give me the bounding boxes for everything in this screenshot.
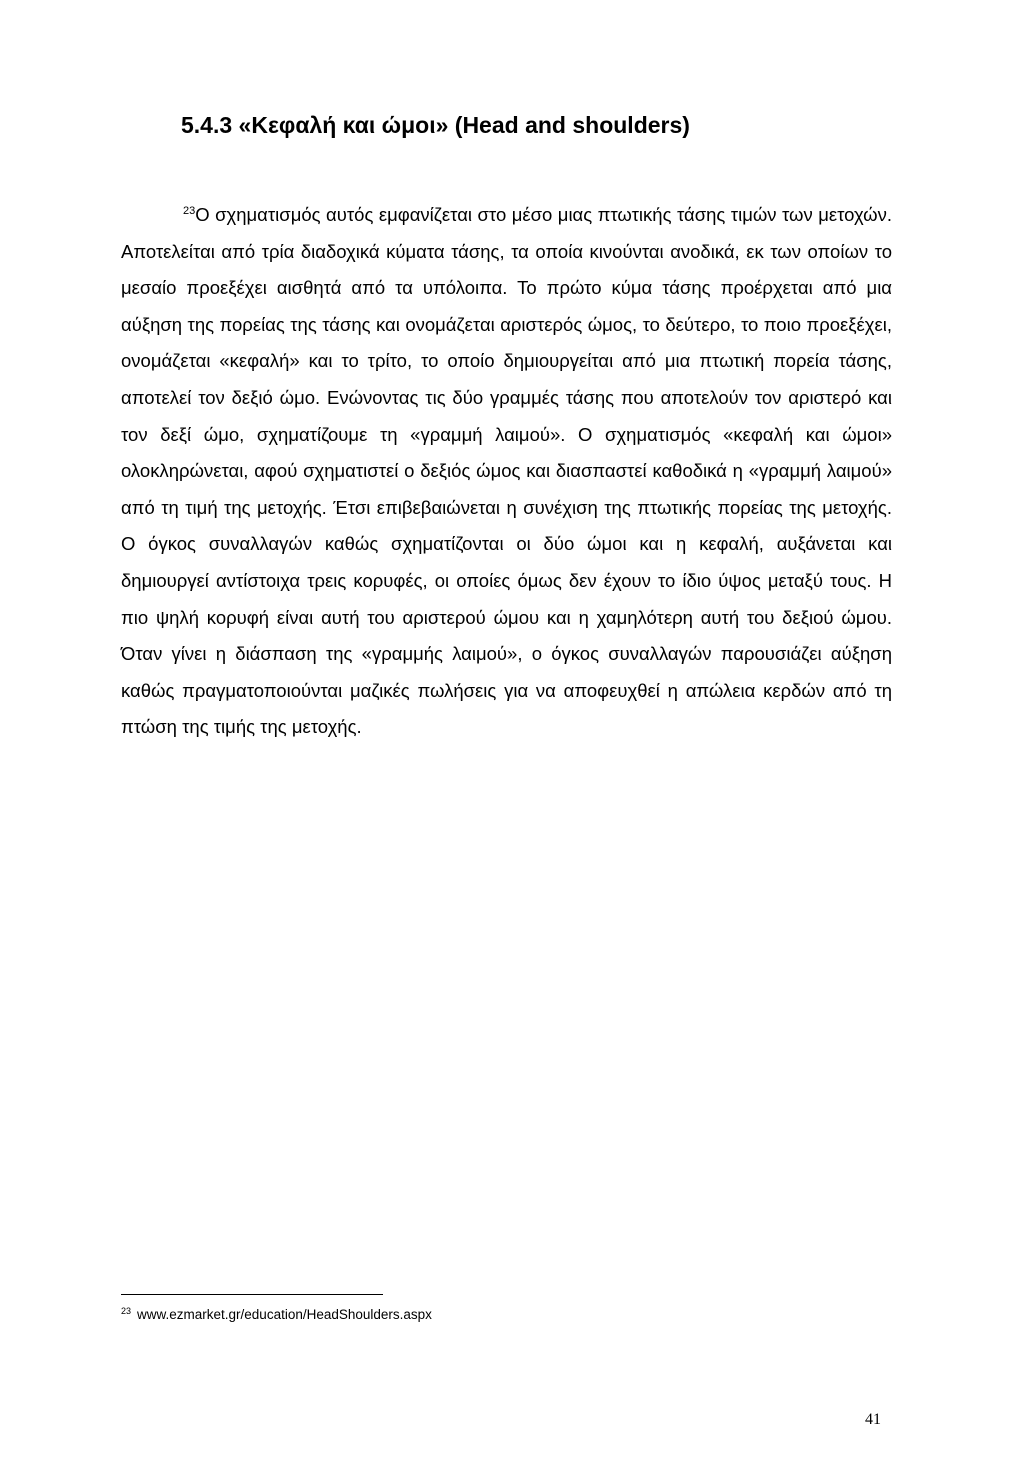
footnote-divider <box>121 1294 383 1295</box>
footnote-text: www.ezmarket.gr/education/HeadShoulders.aspx <box>137 1307 432 1322</box>
section-heading: 5.4.3 «Κεφαλή και ώμοι» (Head and shoulders) <box>181 112 690 138</box>
body-paragraph <box>121 197 892 746</box>
footnote-reference: 23 <box>183 204 196 217</box>
footnote <box>121 1307 432 1322</box>
footnote-number: 23 <box>121 1305 132 1316</box>
page-number: 41 <box>865 1411 881 1428</box>
paragraph-text: Ο σχηματισμός αυτός εμφανίζεται στο μέσο μιας πτωτικής τάσης τιμών των μετοχών. Αποτελείται από τρία διαδοχικά κύματα τάσης, τα οποία κινούνται ανοδικά, εκ των οποίων το μεσαίο προεξέχει αισθητά από τα υπόλοιπα. Το πρώτο κύμα τάσης προέρχεται από μια αύξηση της πορείας της τάσης και ονομάζεται αριστερός ώμος, το δεύτερο, το ποιο προεξέχει, ονομάζεται «κεφαλή» και το τρίτο, το οποίο δημιουργείται από μια πτωτική πορεία τάσης, αποτελεί τον δεξιό ώμο. Ενώνοντας τις δύο γραμμές τάσης που αποτελούν τον αριστερό και τον δεξί ώμο, σχηματίζουμε τη «γραμμή λαιμού». Ο σχηματισμός «κεφαλή και ώμοι» ολοκληρώνεται, αφού σχηματιστεί ο δεξιός ώμος και διασπαστεί καθοδικά η «γραμμή λαιμού» από τη τιμή της μετοχής. Έτσι επιβεβαιώνεται η συνέχιση της πτωτικής πορείας της μετοχής. Ο όγκος συναλλαγών καθώς σχηματίζονται οι δύο ώμοι και η κεφαλή, αυξάνεται και δημιουργεί αντίστοιχα τρεις κορυφές, οι οποίες όμως δεν έχουν το ίδιο ύψος μεταξύ τους. Η πιο ψηλή κορυφή είναι αυτή του αριστερού ώμου και η χαμηλότερη αυτή του δεξιού ώμου. Όταν γίνει η διάσπαση της «γραμμής λαιμού», ο όγκος συναλλαγών παρουσιάζει αύξηση καθώς πραγματοποιούνται μαζικές πωλήσεις για να αποφευχθεί η απώλεια κερδών από τη πτώση της τιμής της μετοχής. <box>121 204 892 738</box>
